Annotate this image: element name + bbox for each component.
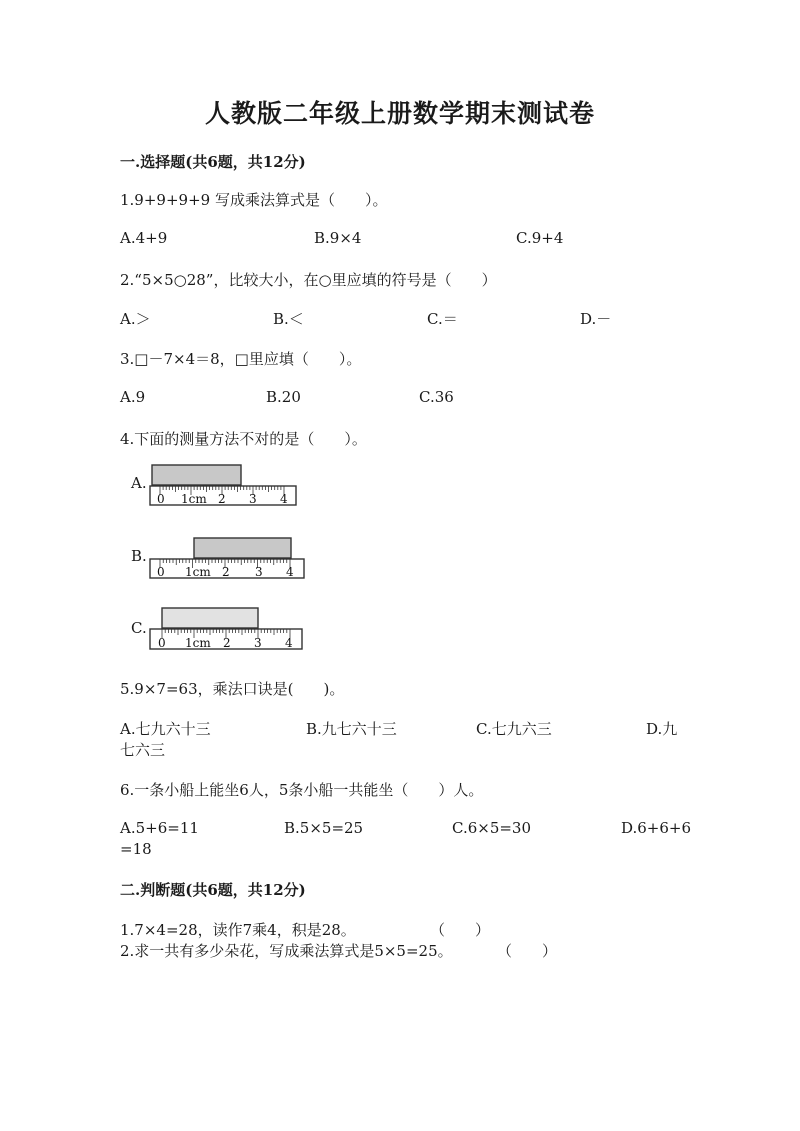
measured-object <box>194 538 291 558</box>
ruler-tick-label: 0 <box>158 636 166 650</box>
ruler-tick-label: 0 <box>157 492 165 506</box>
measured-object <box>162 608 258 628</box>
question-5: 5.9×7=63，乘法口诀是( )。 <box>120 680 345 698</box>
ruler-tick-label: 1cm <box>185 636 211 650</box>
option-d: D.－ <box>580 310 612 328</box>
ruler-tick-label: 3 <box>254 636 262 650</box>
ruler-tick-label: 4 <box>280 492 288 506</box>
measured-object <box>152 465 241 485</box>
option-b: B.5×5=25 <box>284 819 364 837</box>
question-6: 6.一条小船上能坐6人，5条小船一共能坐（ ）人。 <box>120 781 484 799</box>
option-d-wrap: =18 <box>120 840 152 858</box>
option-a: A.4+9 <box>120 229 168 247</box>
option-b: B.20 <box>266 388 301 406</box>
option-a: A.9 <box>120 388 146 406</box>
question-4: 4.下面的测量方法不对的是（ ）。 <box>120 430 367 448</box>
section-heading-choice: 一.选择题(共6题，共12分) <box>120 153 306 171</box>
ruler-option-b-label: B. <box>131 547 147 565</box>
answer-blank: （ ） <box>497 942 558 960</box>
option-b: B.九七六十三 <box>306 720 397 738</box>
ruler-tick-label: 4 <box>286 565 294 579</box>
option-d: D.6+6+6 <box>621 819 692 837</box>
answer-blank: （ ） <box>430 921 491 939</box>
judgement-question-2: 2.求一共有多少朵花，写成乘法算式是5×5=25。 <box>120 942 453 960</box>
option-c: C.9+4 <box>516 229 564 247</box>
ruler-figure-a <box>148 462 300 508</box>
option-a: A.七九六十三 <box>120 720 211 738</box>
option-a: A.5+6=11 <box>120 819 199 837</box>
question-1: 1.9+9+9+9 写成乘法算式是（ ）。 <box>120 191 388 209</box>
option-d: D.九 <box>646 720 678 738</box>
option-c: C.七九六三 <box>476 720 552 738</box>
ruler-option-c-label: C. <box>131 619 147 637</box>
ruler-tick-label: 0 <box>157 565 165 579</box>
option-a: A.＞ <box>120 310 151 328</box>
ruler-tick-label: 2 <box>218 492 226 506</box>
ruler-tick-label: 1cm <box>185 565 211 579</box>
option-c: C.＝ <box>427 310 458 328</box>
ruler-tick-label: 4 <box>285 636 293 650</box>
ruler-tick-label: 2 <box>223 636 231 650</box>
ruler-figure-c <box>148 606 306 652</box>
ruler-tick-label: 2 <box>222 565 230 579</box>
question-2: 2.“5×5○28”，比较大小，在○里应填的符号是（ ） <box>120 271 497 289</box>
page-title: 人教版二年级上册数学期末测试卷 <box>204 99 595 128</box>
section-heading-judgement: 二.判断题(共6题，共12分) <box>120 881 306 899</box>
ruler-figure-b <box>148 535 308 581</box>
option-c: C.6×5=30 <box>452 819 532 837</box>
judgement-question-1: 1.7×4=28，读作7乘4，积是28。 <box>120 921 356 939</box>
option-d-wrap: 七六三 <box>120 741 166 759</box>
ruler-tick-label: 3 <box>249 492 257 506</box>
ruler-tick-label: 3 <box>255 565 263 579</box>
ruler-option-a-label: A. <box>131 474 147 492</box>
question-3: 3.□－7×4＝8，□里应填（ ）。 <box>120 350 362 368</box>
ruler-tick-label: 1cm <box>181 492 207 506</box>
option-b: B.9×4 <box>314 229 362 247</box>
option-b: B.＜ <box>273 310 304 328</box>
option-c: C.36 <box>419 388 454 406</box>
